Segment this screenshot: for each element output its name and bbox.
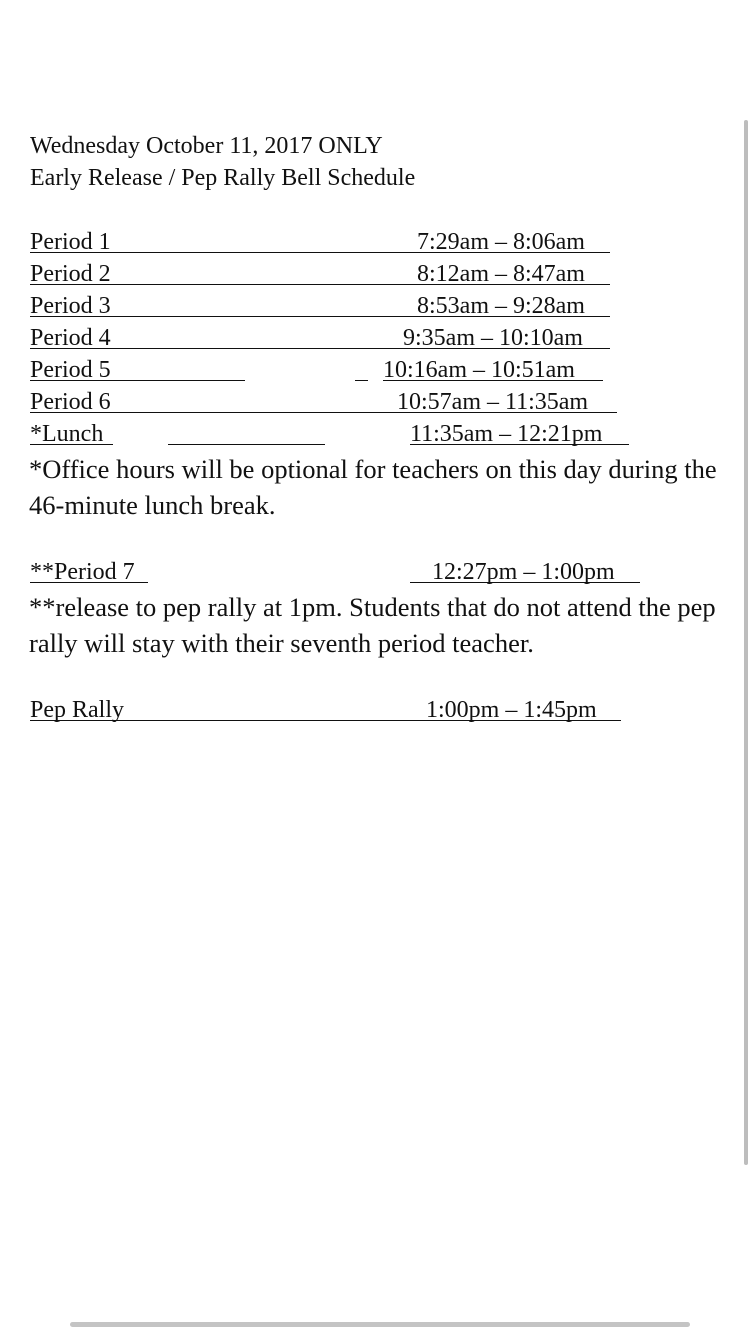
period-time: 10:16am – 10:51am: [383, 357, 575, 383]
lunch-footnote: *Office hours will be optional for teachers on this day during the 46-minute lunch break.: [29, 454, 717, 520]
period-7-footnote: **release to pep rally at 1pm. Students that do not attend the pep rally will stay with their seventh period teacher.: [29, 592, 716, 658]
period-time: 8:12am – 8:47am: [417, 261, 585, 287]
period-label: Period 2: [30, 261, 111, 287]
home-indicator[interactable]: [70, 1322, 690, 1327]
period-time: 11:35am – 12:21pm: [410, 421, 603, 447]
period-label: Period 1: [30, 229, 111, 255]
period-label: *Lunch: [30, 421, 104, 447]
period-label: Period 5: [30, 357, 111, 383]
period-label: Period 4: [30, 325, 111, 351]
period-time: 1:00pm – 1:45pm: [426, 697, 597, 723]
period-time: 7:29am – 8:06am: [417, 229, 585, 255]
period-label: **Period 7: [30, 559, 135, 585]
period-time: 9:35am – 10:10am: [403, 325, 583, 351]
period-time: 8:53am – 9:28am: [417, 293, 585, 319]
period-label: Pep Rally: [30, 697, 124, 723]
schedule-title: Early Release / Pep Rally Bell Schedule: [30, 165, 416, 191]
row-underline: [355, 380, 368, 381]
period-time: 10:57am – 11:35am: [397, 389, 589, 415]
vertical-scrollbar[interactable]: [744, 120, 748, 1165]
row-underline: [168, 444, 325, 445]
period-label: Period 6: [30, 389, 111, 415]
date-heading: Wednesday October 11, 2017 ONLY: [30, 133, 383, 159]
period-label: Period 3: [30, 293, 111, 319]
period-time: 12:27pm – 1:00pm: [432, 559, 615, 585]
